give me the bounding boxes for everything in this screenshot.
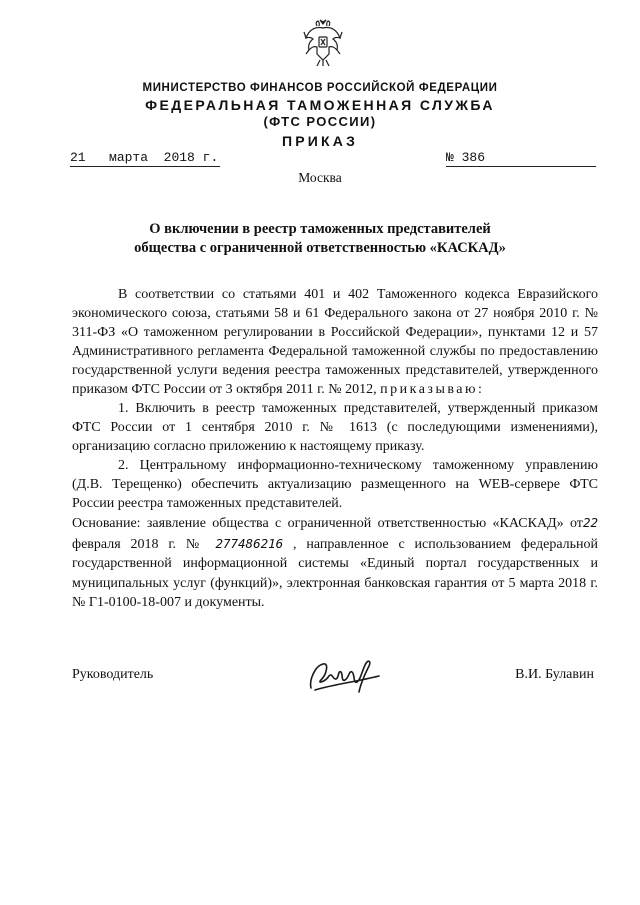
basis-section bbox=[72, 513, 598, 613]
basis-text-3: , направленное с использованием федеральной государственной информационной системы «Единый портал государственных и муниципальных услуг (функций)», электронная банковская гарантия от 5 марта 2018 г. № Г1-0100-18-007 и документы. bbox=[72, 536, 599, 610]
basis-paragraph bbox=[72, 513, 598, 613]
preamble-text: В соответствии со статьями 401 и 402 Таможенного кодекса Евразийского экономического союза, статьями 58 и 61 Федерального закона от 27 ноября 2010 г. № 311-ФЗ «О таможенном регулировании в Российской Федерации», пунктами 12 и 57 Административного регламента Федеральной таможенной службы по предоставлению государственной услуги ведения реестра таможенных представителей, утвержденного приказом ФТС России от 3 октября 2011 г. № 2012, bbox=[72, 287, 598, 397]
order-date-month: марта bbox=[109, 150, 149, 165]
order-date-year: 2018 г. bbox=[163, 150, 219, 165]
basis-handwritten-date: 22 bbox=[582, 515, 598, 530]
basis-handwritten-reg-number: 277486216 bbox=[215, 535, 284, 551]
signer-role: Руководитель bbox=[72, 667, 154, 682]
document-type: ПРИКАЗ bbox=[281, 133, 359, 149]
basis-text-1: Основание: заявление общества с ограниченной ответственностью «КАСКАД» от bbox=[72, 516, 583, 531]
order-date-day: 21 bbox=[70, 150, 86, 165]
signer-name: В.И. Булавин bbox=[515, 667, 594, 682]
preamble-paragraph bbox=[72, 285, 598, 399]
item-1: 1. Включить в реестр таможенных представителей, утвержденный приказом ФТС России от 1 сентября 2010 г. № 1613 (с последующими изменениями), организацию согласно приложению к настоящему приказу. bbox=[72, 401, 598, 454]
russian-coat-of-arms-icon bbox=[303, 18, 343, 68]
handwritten-signature bbox=[305, 652, 383, 696]
service-abbreviation: (ФТС РОССИИ) bbox=[263, 114, 377, 129]
service-name: ФЕДЕРАЛЬНАЯ ТАМОЖЕННАЯ СЛУЖБА bbox=[145, 97, 495, 113]
order-number-value: 386 bbox=[461, 150, 486, 165]
basis-text-2: февраля 2018 г. № bbox=[72, 536, 206, 552]
order-word: приказываю: bbox=[380, 382, 485, 397]
order-body bbox=[72, 285, 598, 513]
order-number bbox=[446, 150, 596, 167]
order-title-line-2: общества с ограниченной ответственностью «КАСКАД» bbox=[134, 240, 506, 256]
order-title-line-1: О включении в реестр таможенных представителей bbox=[149, 221, 491, 237]
city: Москва bbox=[298, 170, 342, 185]
order-title bbox=[0, 220, 640, 258]
item-2: 2. Центральному информационно-техническому таможенному управлению (Д.В. Терещенко) обеспечить актуализацию размещенного на WEB-сервере ФТС России реестра таможенных представителей. bbox=[72, 458, 598, 511]
order-number-prefix: № bbox=[446, 150, 454, 165]
order-date bbox=[70, 150, 220, 167]
ministry-name: МИНИСТЕРСТВО ФИНАНСОВ РОССИЙСКОЙ ФЕДЕРАЦИИ bbox=[142, 82, 498, 94]
